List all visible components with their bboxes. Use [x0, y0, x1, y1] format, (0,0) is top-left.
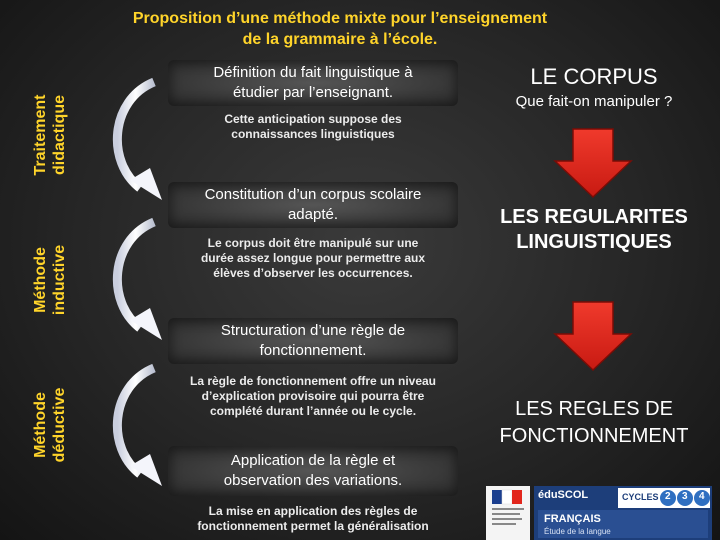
- regles-line: FONCTIONNEMENT: [499, 425, 689, 447]
- step-box-corpus: [168, 182, 458, 228]
- curved-down-arrow-icon: [117, 82, 162, 200]
- cycle-number: 4: [699, 491, 705, 502]
- le-corpus-heading: [478, 64, 710, 90]
- side-label-line: Méthode: [32, 247, 49, 313]
- step-box-structuration: [168, 318, 458, 364]
- regularites-line: LES REGULARITES: [500, 206, 688, 228]
- note-line: durée assez longue pour permettre aux: [200, 251, 426, 265]
- box-line: Constitution d’un corpus scolaire: [204, 186, 422, 203]
- regularites-heading: [470, 205, 718, 255]
- note-line: Cette anticipation suppose des: [224, 112, 402, 126]
- eduscol-logo-text: éduSCOL: [538, 489, 589, 501]
- step-note-structuration: [158, 374, 468, 419]
- note-line: d’explication provisoire qui pourra être: [201, 389, 425, 403]
- title-line: Proposition d’une méthode mixte pour l’enseignement: [132, 10, 548, 27]
- step-note-definition: [158, 112, 468, 142]
- cycles-logo-text: CYCLES: [622, 492, 659, 502]
- side-label-line: didactique: [51, 95, 68, 176]
- corpus-text: LE CORPUS: [530, 64, 658, 89]
- box-line: Définition du fait linguistique à: [213, 64, 413, 81]
- side-label-line: Méthode: [32, 392, 49, 458]
- box-line: Application de la règle et: [230, 452, 396, 469]
- side-label-line: inductive: [51, 244, 68, 316]
- corpus-question: [478, 93, 710, 111]
- note-line: élèves d’observer les occurrences.: [213, 266, 413, 280]
- cycle-number: 2: [665, 491, 671, 502]
- side-label-line: déductive: [51, 387, 68, 463]
- title-line: de la grammaire à l’école.: [242, 31, 438, 48]
- box-line: étudier par l’enseignant.: [232, 84, 394, 101]
- etude-logo-text: Étude de la langue: [544, 527, 611, 536]
- page-title: [90, 8, 590, 50]
- box-line: observation des variations.: [223, 472, 403, 489]
- francais-logo-text: FRANÇAIS: [544, 513, 601, 525]
- question-text: Que fait-on manipuler ?: [515, 93, 673, 110]
- red-down-arrow-icon: [553, 127, 633, 199]
- box-line: fonctionnement.: [259, 342, 367, 359]
- step-note-corpus: [158, 236, 468, 281]
- cycle-number: 3: [682, 491, 688, 502]
- curved-down-arrow-icon: [117, 222, 162, 340]
- note-line: Le corpus doit être manipulé sur une: [207, 236, 419, 250]
- note-line: complété durant l’année ou le cycle.: [209, 404, 417, 418]
- red-down-arrow-icon: [553, 300, 633, 372]
- step-box-application: [168, 446, 458, 496]
- regles-heading: [470, 396, 718, 450]
- logos-strip: [486, 486, 712, 540]
- note-line: La mise en application des règles de: [208, 504, 418, 518]
- curved-down-arrow-icon: [117, 368, 162, 486]
- side-label-line: Traitement: [32, 94, 49, 176]
- note-line: La règle de fonctionnement offre un niveau: [189, 374, 437, 388]
- note-line: fonctionnement permet la généralisation: [197, 519, 429, 533]
- box-line: adapté.: [287, 206, 339, 223]
- note-line: connaissances linguistiques: [231, 127, 395, 141]
- step-box-definition: [168, 60, 458, 106]
- regularites-line: LINGUISTIQUES: [516, 231, 672, 253]
- side-label-methode-deductive: [26, 325, 74, 525]
- box-line: Structuration d’une règle de: [220, 322, 406, 339]
- step-note-application: [158, 504, 468, 534]
- regles-line: LES REGLES DE: [515, 398, 673, 420]
